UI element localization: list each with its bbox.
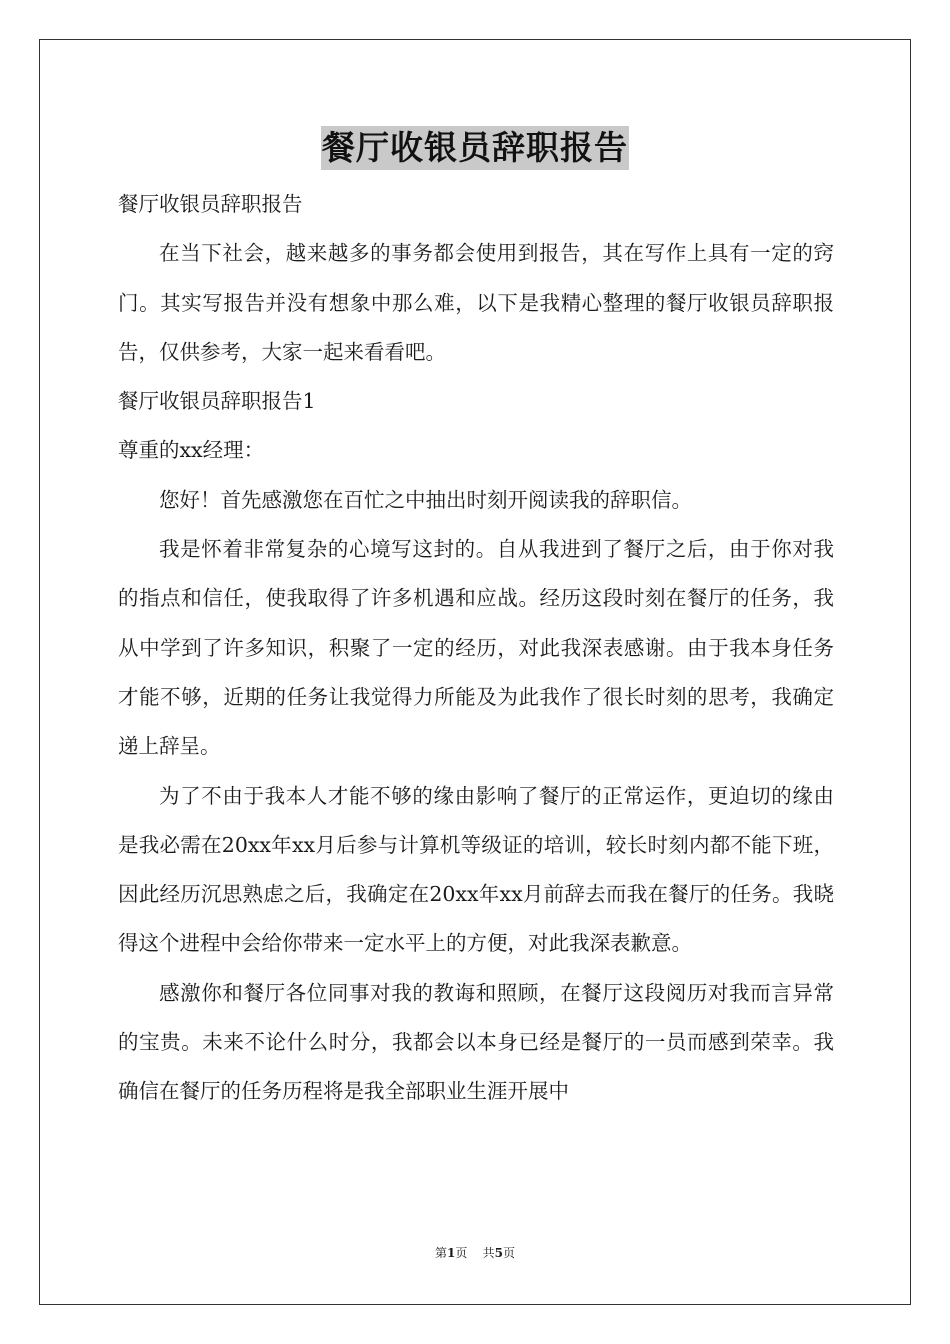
body-paragraph: 我是怀着非常复杂的心境写这封的。自从我进到了餐厅之后，由于你对我的指点和信任，使我取得了许多机遇和应战。经历这段时刻在餐厅的任务，我从中学到了许多知识，积聚了一定的经历，对此我深表感谢。由于我本身任务才能不够，近期的任务让我觉得力所能及为此我作了很长时刻的思考，我确定递上辞呈。 (118, 537, 834, 759)
document-body (118, 180, 834, 1117)
document-title: 餐厅收银员辞职报告 (0, 126, 950, 170)
total-page-count: 5 (494, 1246, 503, 1260)
page-prefix: 第 (434, 1246, 447, 1260)
page-footer (0, 1244, 950, 1261)
body-paragraph: 您好！首先感激您在百忙之中抽出时刻开阅读我的辞职信。 (159, 487, 692, 512)
current-page-number: 1 (446, 1246, 456, 1260)
total-label: 页 (503, 1246, 516, 1260)
body-paragraph: 为了不由于我本人才能不够的缘由影响了餐厅的正常运作，更迫切的缘由是我必需在20xx年xx月后参与计算机等级证的培训，较长时刻内都不能下班，因此经历沉思熟虑之后，我确定在20xx年xx月前辞去而我在餐厅的任务。我晓得这个进程中会给你带来一定水平上的方便，对此我深表歉意。 (118, 783, 834, 956)
section-heading: 餐厅收银员辞职报告1 (118, 389, 316, 414)
subtitle-line: 餐厅收银员辞职报告 (118, 192, 303, 216)
intro-paragraph: 在当下社会，越来越多的事务都会使用到报告，其在写作上具有一定的窍门。其实写报告并没有想象中那么难，以下是我精心整理的餐厅收银员辞职报告，仅供参考，大家一起来看看吧。 (118, 241, 834, 364)
salutation: 尊重的xx经理： (118, 438, 265, 463)
total-prefix: 共 (482, 1246, 495, 1260)
page-label: 页 (455, 1246, 468, 1260)
body-paragraph: 感激你和餐厅各位同事对我的教诲和照顾，在餐厅这段阅历对我而言异常的宝贵。未来不论什么时分，我都会以本身已经是餐厅的一员而感到荣幸。我确信在餐厅的任务历程将是我全部职业生涯开展中 (118, 980, 834, 1104)
